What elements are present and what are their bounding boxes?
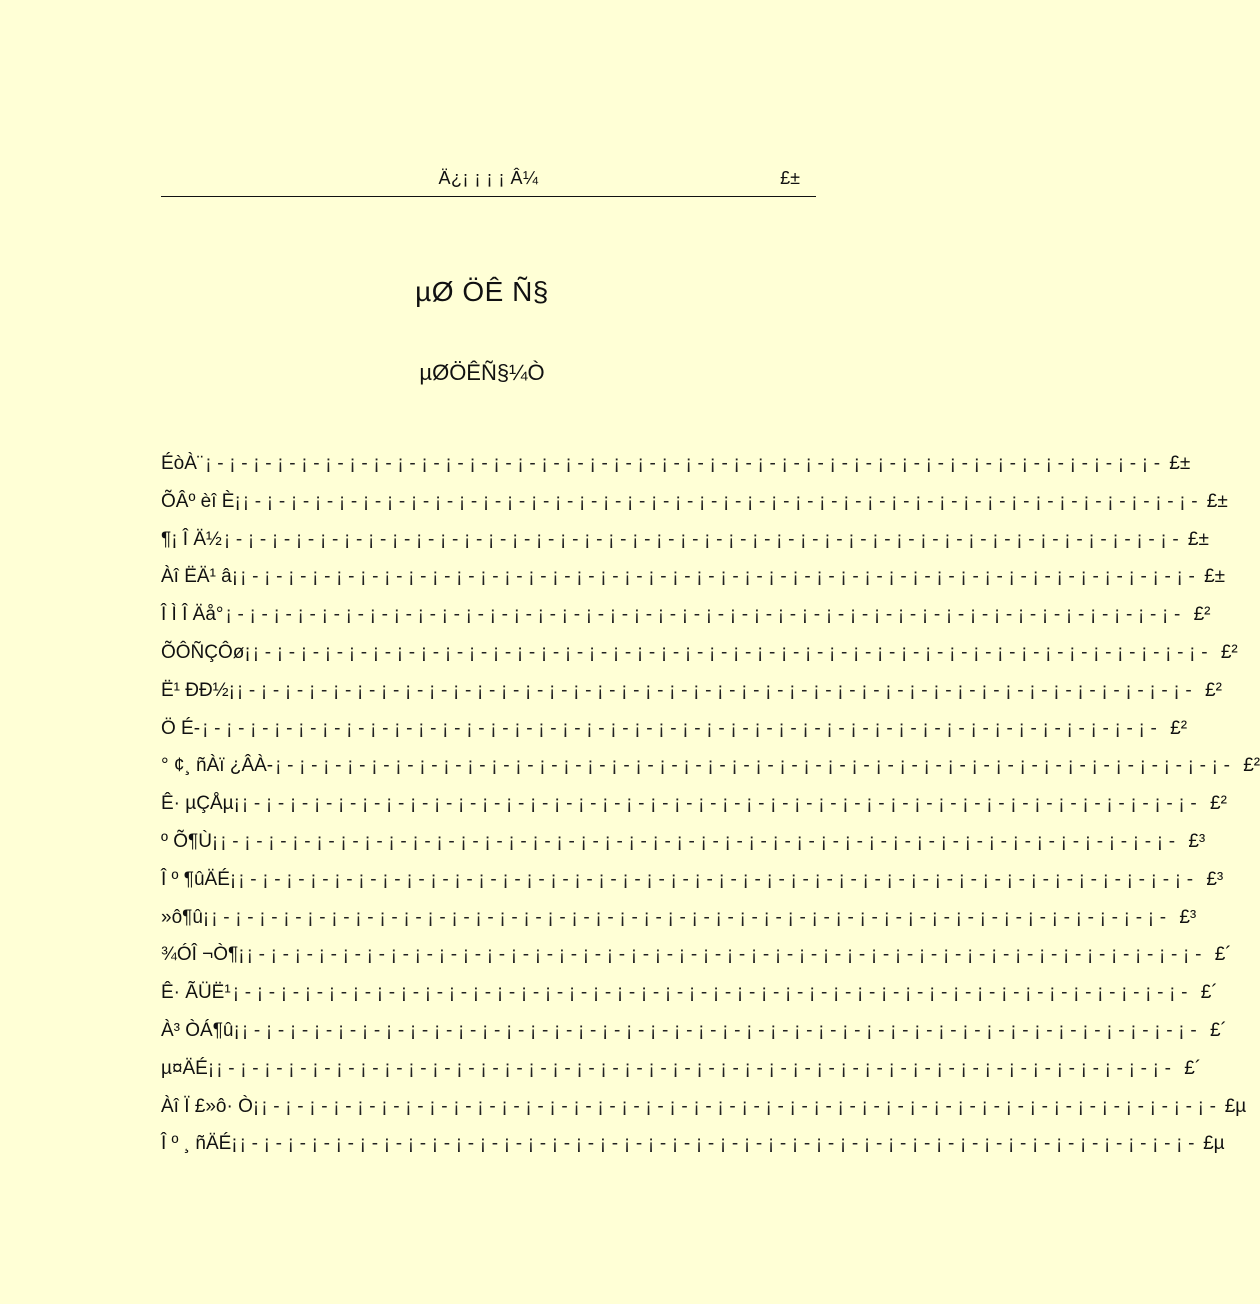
toc-entry-label: Ê· µÇÅµ¡ bbox=[161, 793, 240, 815]
toc-entry-page-number: £´ bbox=[1209, 1019, 1227, 1041]
toc-entry-page-number: £² bbox=[1220, 641, 1238, 663]
toc-entry[interactable] bbox=[161, 677, 1222, 715]
toc-entry-label: À³ ÒÁ¶û¡ bbox=[161, 1019, 240, 1041]
toc-entry-label: Ö É- bbox=[161, 717, 201, 739]
toc-entry-label: ÉòÀ¨ bbox=[161, 453, 204, 474]
toc-entry-page-number: £² bbox=[1210, 793, 1227, 815]
toc-leader-dots: ¡ - ¡ - ¡ - ¡ - ¡ - ¡ - ¡ - ¡ - ¡ - ¡ - ¡ - ¡ - ¡ - ¡ - ¡ - ¡ - ¡ - ¡ - ¡ - ¡ - ¡ - ¡ - ¡ - ¡ - ¡ - ¡ - ¡ - ¡ - ¡ - ¡ - ¡ - ¡ - ¡ - ¡ - ¡ - ¡ - ¡ - ¡ - ¡ - ¡ - bbox=[242, 490, 1198, 512]
toc-entry-page-number: £µ bbox=[1224, 1095, 1247, 1117]
toc-leader-dots: ¡ - ¡ - ¡ - ¡ - ¡ - ¡ - ¡ - ¡ - ¡ - ¡ - ¡ - ¡ - ¡ - ¡ - ¡ - ¡ - ¡ - ¡ - ¡ - ¡ - ¡ - ¡ - ¡ - ¡ - ¡ - ¡ - ¡ - ¡ - ¡ - ¡ - ¡ - ¡ - ¡ - ¡ - ¡ - ¡ - ¡ - ¡ - ¡ - ¡ - bbox=[241, 793, 1197, 815]
toc-entry-page-number: £² bbox=[1193, 604, 1211, 626]
toc-entry[interactable] bbox=[161, 715, 1188, 753]
toc-leader-dots: ¡ - ¡ - ¡ - ¡ - ¡ - ¡ - ¡ - ¡ - ¡ - ¡ - ¡ - ¡ - ¡ - ¡ - ¡ - ¡ - ¡ - ¡ - ¡ - ¡ - ¡ - ¡ - ¡ - ¡ - ¡ - ¡ - ¡ - ¡ - ¡ - ¡ - ¡ - ¡ - ¡ - ¡ - ¡ - ¡ - ¡ - ¡ - ¡ - ¡ - bbox=[205, 453, 1161, 474]
toc-entry-label: µ¤ÄÉ¡ bbox=[161, 1057, 215, 1079]
toc-entry-page-number: £± bbox=[1204, 566, 1226, 588]
toc-entry-label: ÕÔÑÇÔø¡ bbox=[161, 641, 251, 663]
toc-entry-label: ÕÂº èî È¡ bbox=[161, 490, 241, 512]
toc-entry-page-number: £´ bbox=[1200, 982, 1218, 1004]
toc-entry-page-number: £² bbox=[1205, 679, 1222, 701]
toc-leader-dots: ¡ - ¡ - ¡ - ¡ - ¡ - ¡ - ¡ - ¡ - ¡ - ¡ - ¡ - ¡ - ¡ - ¡ - ¡ - ¡ - ¡ - ¡ - ¡ - ¡ - ¡ - ¡ - ¡ - ¡ - ¡ - ¡ - ¡ - ¡ - ¡ - ¡ - ¡ - ¡ - ¡ - ¡ - ¡ - ¡ - ¡ - ¡ - ¡ - ¡ - bbox=[261, 1095, 1217, 1117]
toc-entry[interactable] bbox=[161, 1017, 1227, 1055]
toc-entry-label: Àî Ï £»ô· Ò¡ bbox=[161, 1095, 260, 1117]
toc-entry[interactable] bbox=[161, 1093, 1247, 1131]
toc-leader-dots: ¡ - ¡ - ¡ - ¡ - ¡ - ¡ - ¡ - ¡ - ¡ - ¡ - ¡ - ¡ - ¡ - ¡ - ¡ - ¡ - ¡ - ¡ - ¡ - ¡ - ¡ - ¡ - ¡ - ¡ - ¡ - ¡ - ¡ - ¡ - ¡ - ¡ - ¡ - ¡ - ¡ - ¡ - ¡ - ¡ - ¡ - ¡ - ¡ - ¡ - bbox=[239, 1133, 1195, 1155]
toc-entry[interactable] bbox=[161, 1130, 1225, 1168]
toc-entry[interactable] bbox=[161, 639, 1238, 677]
toc-entry[interactable] bbox=[161, 450, 1191, 488]
toc-entry-label: Î º ¸ ñÄÉ¡ bbox=[161, 1133, 238, 1155]
toc-leader-dots: ¡ - ¡ - ¡ - ¡ - ¡ - ¡ - ¡ - ¡ - ¡ - ¡ - ¡ - ¡ - ¡ - ¡ - ¡ - ¡ - ¡ - ¡ - ¡ - ¡ - ¡ - ¡ - ¡ - ¡ - ¡ - ¡ - ¡ - ¡ - ¡ - ¡ - ¡ - ¡ - ¡ - ¡ - ¡ - ¡ - ¡ - ¡ - ¡ - ¡ - bbox=[238, 868, 1194, 890]
toc-entry-page-number: £µ bbox=[1203, 1133, 1225, 1155]
toc-entry[interactable] bbox=[161, 979, 1218, 1017]
toc-entry-label: Àî ËÄ¹ â¡ bbox=[161, 566, 239, 588]
toc-entry-label: ° ¢¸ ñÀï ¿ÂÀ- bbox=[161, 755, 274, 777]
toc-entry-label: º Õ¶Ù¡ bbox=[161, 830, 219, 852]
toc-entry-page-number: £³ bbox=[1179, 906, 1197, 928]
toc-entry[interactable] bbox=[161, 1055, 1202, 1093]
toc-entry-page-number: £² bbox=[1243, 755, 1260, 777]
toc-entry[interactable] bbox=[161, 752, 1260, 790]
toc-leader-dots: ¡ - ¡ - ¡ - ¡ - ¡ - ¡ - ¡ - ¡ - ¡ - ¡ - ¡ - ¡ - ¡ - ¡ - ¡ - ¡ - ¡ - ¡ - ¡ - ¡ - ¡ - ¡ - ¡ - ¡ - ¡ - ¡ - ¡ - ¡ - ¡ - ¡ - ¡ - ¡ - ¡ - ¡ - ¡ - ¡ - ¡ - ¡ - ¡ - ¡ - bbox=[223, 528, 1179, 550]
toc-entry[interactable] bbox=[161, 904, 1197, 942]
toc-entry-label: ¶¡ Î Ä½ bbox=[161, 528, 222, 550]
toc-leader-dots: ¡ - ¡ - ¡ - ¡ - ¡ - ¡ - ¡ - ¡ - ¡ - ¡ - ¡ - ¡ - ¡ - ¡ - ¡ - ¡ - ¡ - ¡ - ¡ - ¡ - ¡ - ¡ - ¡ - ¡ - ¡ - ¡ - ¡ - ¡ - ¡ - ¡ - ¡ - ¡ - ¡ - ¡ - ¡ - ¡ - ¡ - ¡ - ¡ - ¡ - bbox=[241, 1019, 1197, 1041]
toc-entry-label: Ê· ÃÜË¹ bbox=[161, 982, 231, 1004]
toc-leader-dots: ¡ - ¡ - ¡ - ¡ - ¡ - ¡ - ¡ - ¡ - ¡ - ¡ - ¡ - ¡ - ¡ - ¡ - ¡ - ¡ - ¡ - ¡ - ¡ - ¡ - ¡ - ¡ - ¡ - ¡ - ¡ - ¡ - ¡ - ¡ - ¡ - ¡ - ¡ - ¡ - ¡ - ¡ - ¡ - ¡ - ¡ - ¡ - ¡ - ¡ - bbox=[252, 641, 1208, 663]
running-header bbox=[161, 168, 816, 192]
toc-entry-label: Ë¹ ÐÐ½¡ bbox=[161, 679, 235, 701]
toc-entry-page-number: £² bbox=[1170, 717, 1188, 739]
toc-entry-page-number: £± bbox=[1169, 453, 1191, 474]
page-subtitle: µØÖÊÑ§¼Ò bbox=[419, 360, 545, 385]
toc-leader-dots: ¡ - ¡ - ¡ - ¡ - ¡ - ¡ - ¡ - ¡ - ¡ - ¡ - ¡ - ¡ - ¡ - ¡ - ¡ - ¡ - ¡ - ¡ - ¡ - ¡ - ¡ - ¡ - ¡ - ¡ - ¡ - ¡ - ¡ - ¡ - ¡ - ¡ - ¡ - ¡ - ¡ - ¡ - ¡ - ¡ - ¡ - ¡ - ¡ - ¡ - bbox=[240, 566, 1196, 588]
toc-entry[interactable] bbox=[161, 941, 1232, 979]
toc-leader-dots: ¡ - ¡ - ¡ - ¡ - ¡ - ¡ - ¡ - ¡ - ¡ - ¡ - ¡ - ¡ - ¡ - ¡ - ¡ - ¡ - ¡ - ¡ - ¡ - ¡ - ¡ - ¡ - ¡ - ¡ - ¡ - ¡ - ¡ - ¡ - ¡ - ¡ - ¡ - ¡ - ¡ - ¡ - ¡ - ¡ - ¡ - ¡ - ¡ - ¡ - bbox=[236, 679, 1192, 701]
toc-entry[interactable] bbox=[161, 866, 1224, 904]
toc-entry[interactable] bbox=[161, 601, 1211, 639]
page-title: µØ ÖÊ Ñ§ bbox=[415, 276, 549, 307]
toc-leader-dots: ¡ - ¡ - ¡ - ¡ - ¡ - ¡ - ¡ - ¡ - ¡ - ¡ - ¡ - ¡ - ¡ - ¡ - ¡ - ¡ - ¡ - ¡ - ¡ - ¡ - ¡ - ¡ - ¡ - ¡ - ¡ - ¡ - ¡ - ¡ - ¡ - ¡ - ¡ - ¡ - ¡ - ¡ - ¡ - ¡ - ¡ - ¡ - ¡ - ¡ - bbox=[225, 604, 1181, 626]
toc-leader-dots: ¡ - ¡ - ¡ - ¡ - ¡ - ¡ - ¡ - ¡ - ¡ - ¡ - ¡ - ¡ - ¡ - ¡ - ¡ - ¡ - ¡ - ¡ - ¡ - ¡ - ¡ - ¡ - ¡ - ¡ - ¡ - ¡ - ¡ - ¡ - ¡ - ¡ - ¡ - ¡ - ¡ - ¡ - ¡ - ¡ - ¡ - ¡ - ¡ - ¡ - bbox=[211, 906, 1167, 928]
header-rule bbox=[161, 196, 816, 197]
toc-leader-dots: ¡ - ¡ - ¡ - ¡ - ¡ - ¡ - ¡ - ¡ - ¡ - ¡ - ¡ - ¡ - ¡ - ¡ - ¡ - ¡ - ¡ - ¡ - ¡ - ¡ - ¡ - ¡ - ¡ - ¡ - ¡ - ¡ - ¡ - ¡ - ¡ - ¡ - ¡ - ¡ - ¡ - ¡ - ¡ - ¡ - ¡ - ¡ - ¡ - ¡ - bbox=[220, 830, 1176, 852]
toc-entry-page-number: £± bbox=[1206, 490, 1228, 512]
toc-entry[interactable] bbox=[161, 563, 1226, 601]
toc-entry[interactable] bbox=[161, 488, 1228, 526]
toc-leader-dots: ¡ - ¡ - ¡ - ¡ - ¡ - ¡ - ¡ - ¡ - ¡ - ¡ - ¡ - ¡ - ¡ - ¡ - ¡ - ¡ - ¡ - ¡ - ¡ - ¡ - ¡ - ¡ - ¡ - ¡ - ¡ - ¡ - ¡ - ¡ - ¡ - ¡ - ¡ - ¡ - ¡ - ¡ - ¡ - ¡ - ¡ - ¡ - ¡ - ¡ - bbox=[232, 982, 1188, 1004]
toc-entry[interactable] bbox=[161, 828, 1206, 866]
toc-entry[interactable] bbox=[161, 790, 1227, 828]
header-page-number: £± bbox=[780, 168, 800, 188]
toc-entry-page-number: £´ bbox=[1214, 944, 1232, 966]
toc-leader-dots: ¡ - ¡ - ¡ - ¡ - ¡ - ¡ - ¡ - ¡ - ¡ - ¡ - ¡ - ¡ - ¡ - ¡ - ¡ - ¡ - ¡ - ¡ - ¡ - ¡ - ¡ - ¡ - ¡ - ¡ - ¡ - ¡ - ¡ - ¡ - ¡ - ¡ - ¡ - ¡ - ¡ - ¡ - ¡ - ¡ - ¡ - ¡ - ¡ - ¡ - bbox=[202, 717, 1158, 739]
toc-leader-dots: ¡ - ¡ - ¡ - ¡ - ¡ - ¡ - ¡ - ¡ - ¡ - ¡ - ¡ - ¡ - ¡ - ¡ - ¡ - ¡ - ¡ - ¡ - ¡ - ¡ - ¡ - ¡ - ¡ - ¡ - ¡ - ¡ - ¡ - ¡ - ¡ - ¡ - ¡ - ¡ - ¡ - ¡ - ¡ - ¡ - ¡ - ¡ - ¡ - ¡ - bbox=[246, 944, 1202, 966]
toc-entry-page-number: £³ bbox=[1206, 868, 1224, 890]
toc-entry-page-number: £± bbox=[1187, 528, 1209, 550]
toc-entry-page-number: £´ bbox=[1184, 1057, 1202, 1079]
toc-entry[interactable] bbox=[161, 526, 1209, 564]
toc-leader-dots: ¡ - ¡ - ¡ - ¡ - ¡ - ¡ - ¡ - ¡ - ¡ - ¡ - ¡ - ¡ - ¡ - ¡ - ¡ - ¡ - ¡ - ¡ - ¡ - ¡ - ¡ - ¡ - ¡ - ¡ - ¡ - ¡ - ¡ - ¡ - ¡ - ¡ - ¡ - ¡ - ¡ - ¡ - ¡ - ¡ - ¡ - ¡ - ¡ - ¡ - bbox=[275, 755, 1231, 777]
header-title: Ä¿¡ ¡ ¡ ¡ Â¼ bbox=[438, 168, 539, 188]
toc-entry-label: »ô¶û¡ bbox=[161, 906, 210, 928]
toc-entry-page-number: £³ bbox=[1188, 830, 1206, 852]
toc-leader-dots: ¡ - ¡ - ¡ - ¡ - ¡ - ¡ - ¡ - ¡ - ¡ - ¡ - ¡ - ¡ - ¡ - ¡ - ¡ - ¡ - ¡ - ¡ - ¡ - ¡ - ¡ - ¡ - ¡ - ¡ - ¡ - ¡ - ¡ - ¡ - ¡ - ¡ - ¡ - ¡ - ¡ - ¡ - ¡ - ¡ - ¡ - ¡ - ¡ - ¡ - bbox=[216, 1057, 1172, 1079]
toc-entry-label: Î Ì Î Äå° bbox=[161, 604, 224, 626]
table-of-contents bbox=[161, 450, 1260, 1168]
toc-entry-label: Î º ¶ûÄÉ¡ bbox=[161, 868, 237, 890]
toc-entry-label: ¾ÓÎ ¬Ò¶¡ bbox=[161, 944, 245, 966]
